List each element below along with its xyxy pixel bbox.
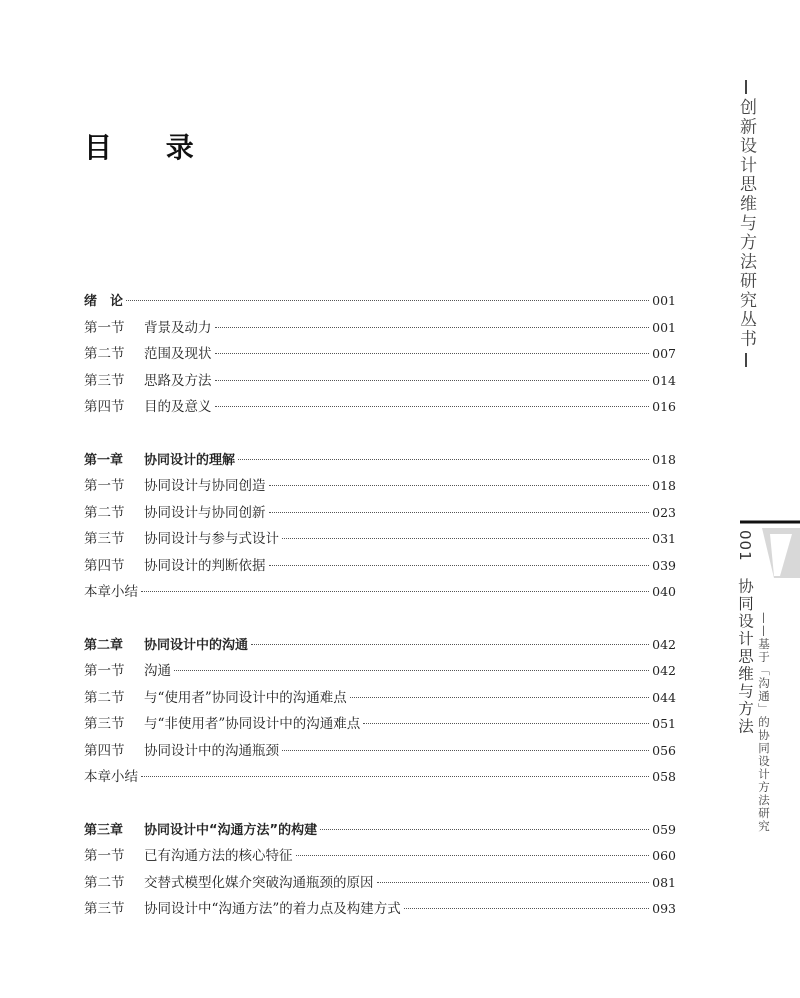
toc-group-chapter-3 — [84, 817, 676, 923]
toc-entry-title: 协同设计中“沟通方法”的构建 — [144, 822, 318, 838]
toc-entry[interactable] — [84, 341, 676, 368]
toc-entry-title: 协同设计的理解 — [144, 452, 236, 468]
toc-heading[interactable] — [84, 632, 676, 659]
page-number: 001 — [736, 530, 754, 562]
toc-section-number: 第二节 — [84, 504, 125, 521]
toc-page-number: 018 — [652, 478, 676, 493]
toc-page-number: 044 — [652, 689, 676, 705]
toc-entry-label — [84, 711, 360, 738]
toc-entry[interactable] — [84, 870, 676, 897]
toc-entry-label — [84, 764, 138, 791]
toc-page-number: 014 — [652, 372, 676, 388]
toc-page-number: 093 — [652, 901, 676, 916]
toc-leader-dots — [350, 697, 649, 698]
toc-leader-dots — [320, 829, 649, 830]
toc-section-number: 第一节 — [84, 663, 125, 679]
toc-group-chapter-2 — [84, 632, 676, 791]
toc-entry[interactable] — [84, 685, 676, 712]
toc-leader-dots — [238, 459, 649, 460]
toc-section-number: 第三节 — [84, 716, 125, 732]
toc-leader-dots — [141, 776, 649, 777]
series-title: 创新设计思维与方法研究丛书 — [734, 80, 759, 367]
toc-entry-label — [84, 526, 279, 553]
toc-entry-title: 与“非使用者”协同设计中的沟通难点 — [144, 716, 361, 732]
toc-leader-dots — [377, 882, 650, 883]
toc-entry-label — [84, 473, 266, 500]
toc-entry-title: 交替式模型化媒介突破沟通瓶颈的原因 — [144, 874, 374, 891]
toc-entry[interactable] — [84, 579, 676, 606]
toc-entry-label — [84, 448, 235, 475]
toc-entry[interactable] — [84, 315, 676, 342]
toc-entry[interactable] — [84, 843, 676, 870]
toc-entry-title: 与“使用者”协同设计中的沟通难点 — [144, 689, 347, 706]
toc-section-number: 第三节 — [84, 531, 125, 547]
table-of-contents — [84, 288, 676, 949]
toc-leader-dots — [269, 485, 650, 486]
toc-section-number: 第二节 — [84, 346, 125, 362]
toc-leader-dots — [363, 723, 649, 724]
toc-leader-dots — [215, 327, 650, 328]
toc-page-number: 042 — [652, 663, 676, 678]
toc-entry-label — [84, 368, 212, 395]
toc-page-number: 031 — [652, 531, 676, 546]
toc-section-number: 第二章 — [84, 637, 124, 653]
toc-page-number: 016 — [652, 399, 676, 414]
toc-entry-title: 本章小结 — [84, 769, 138, 785]
toc-entry-label — [84, 685, 347, 712]
toc-leader-dots — [251, 644, 649, 645]
toc-page-number: 058 — [652, 769, 676, 784]
toc-entry-title: 协同设计中“沟通方法”的着力点及构建方式 — [144, 901, 401, 917]
toc-entry[interactable] — [84, 711, 676, 738]
toc-page-number: 059 — [652, 821, 676, 837]
toc-page-number: 060 — [652, 848, 676, 863]
toc-entry-label — [84, 553, 266, 580]
toc-entry-title: 绪 论 — [84, 294, 124, 309]
toc-entry-label — [84, 394, 212, 421]
toc-section-number: 第四节 — [84, 399, 125, 415]
toc-entry-label — [84, 315, 212, 342]
toc-entry-title: 协同设计与协同创新 — [144, 504, 266, 521]
toc-entry-title: 背景及动力 — [144, 319, 212, 336]
toc-page-number: 001 — [652, 293, 676, 308]
toc-leader-dots — [282, 538, 649, 539]
toc-entry-label — [84, 341, 212, 368]
toc-page-number: 042 — [652, 636, 676, 652]
toc-section-number: 第三章 — [84, 822, 124, 838]
toc-heading[interactable] — [84, 447, 676, 474]
toc-section-number: 第三节 — [84, 372, 125, 389]
toc-entry-title: 协同设计的判断依据 — [144, 557, 266, 574]
toc-entry[interactable] — [84, 473, 676, 500]
toc-page-number: 051 — [652, 716, 676, 731]
toc-entry[interactable] — [84, 500, 676, 527]
toc-entry-label — [84, 633, 248, 660]
toc-entry-title: 协同设计与参与式设计 — [144, 531, 279, 547]
toc-entry[interactable] — [84, 896, 676, 923]
toc-entry-label — [84, 870, 374, 897]
toc-page-number: 007 — [652, 346, 676, 361]
toc-page-number: 081 — [652, 874, 676, 890]
book-subtitle: ——基于「沟通」的协同设计方法研究 — [757, 612, 771, 833]
toc-section-number: 第一节 — [84, 319, 125, 336]
toc-leader-dots — [404, 908, 649, 909]
toc-leader-dots — [215, 380, 650, 381]
toc-page-number: 023 — [652, 504, 676, 520]
toc-entry-title: 协同设计中的沟通瓶颈 — [144, 742, 279, 759]
toc-entry-title: 本章小结 — [84, 584, 138, 600]
toc-entry[interactable] — [84, 394, 676, 421]
toc-entry-label — [84, 658, 171, 685]
toc-section-number: 第三节 — [84, 901, 125, 917]
toc-entry-title: 思路及方法 — [144, 372, 212, 389]
toc-page-number: 018 — [652, 451, 676, 467]
toc-entry-title: 协同设计中的沟通 — [144, 637, 249, 653]
toc-leader-dots — [269, 565, 650, 566]
toc-group-intro — [84, 288, 676, 421]
toc-entry-title: 已有沟通方法的核心特征 — [144, 848, 293, 864]
toc-entry[interactable] — [84, 368, 676, 395]
toc-page-number: 056 — [652, 742, 676, 758]
toc-entry-title: 范围及现状 — [144, 346, 212, 362]
toc-entry-label — [84, 818, 317, 845]
toc-leader-dots — [174, 670, 649, 671]
toc-entry[interactable] — [84, 553, 676, 580]
toc-leader-dots — [215, 406, 650, 407]
toc-leader-dots — [296, 855, 650, 856]
toc-entry[interactable] — [84, 526, 676, 553]
toc-entry-title: 沟通 — [144, 663, 171, 679]
toc-leader-dots — [126, 300, 649, 301]
toc-leader-dots — [141, 591, 649, 592]
toc-page-number: 039 — [652, 557, 676, 573]
toc-entry[interactable] — [84, 764, 676, 791]
toc-entry-label — [84, 896, 401, 923]
page-title: 目 录 — [84, 131, 216, 164]
toc-page-number: 001 — [652, 319, 676, 335]
toc-section-number: 第四节 — [84, 742, 125, 759]
toc-section-number: 第四节 — [84, 557, 125, 574]
toc-entry[interactable] — [84, 738, 676, 765]
toc-page-number: 040 — [652, 584, 676, 599]
toc-entry-label — [84, 843, 293, 870]
toc-section-number: 第二节 — [84, 689, 125, 706]
toc-section-number: 第二节 — [84, 874, 125, 891]
toc-leader-dots — [215, 353, 650, 354]
toc-leader-dots — [269, 512, 650, 513]
toc-group-chapter-1 — [84, 447, 676, 606]
toc-leader-dots — [282, 750, 649, 751]
toc-section-number: 第一章 — [84, 452, 124, 468]
toc-entry-title: 协同设计与协同创造 — [144, 478, 266, 494]
toc-entry[interactable] — [84, 658, 676, 685]
toc-entry-label — [84, 500, 266, 527]
book-title: 协同设计思维与方法 — [736, 578, 754, 736]
toc-section-number: 第一节 — [84, 478, 125, 494]
toc-entry-label — [84, 579, 138, 606]
toc-entry-label — [84, 738, 279, 765]
toc-heading[interactable] — [84, 817, 676, 844]
toc-entry-title: 目的及意义 — [144, 399, 212, 415]
toc-heading[interactable] — [84, 288, 676, 315]
toc-section-number: 第一节 — [84, 848, 125, 864]
toc-entry-label — [84, 289, 123, 316]
